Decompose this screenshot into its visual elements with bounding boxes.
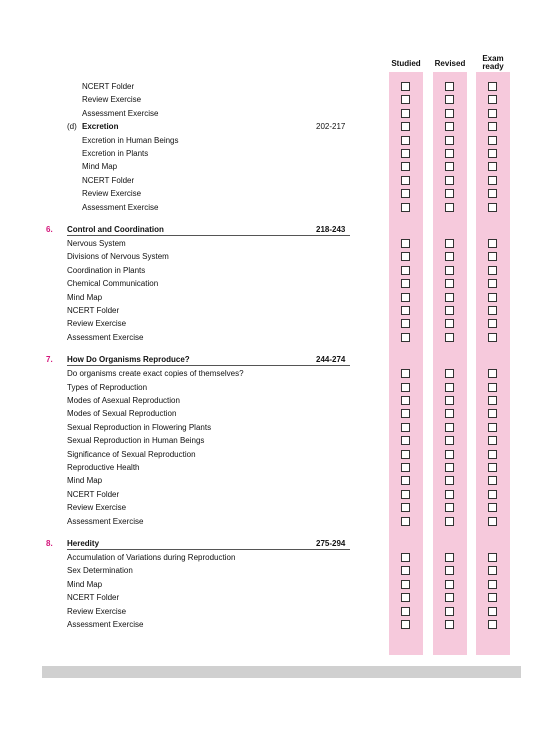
- page-range: 244-274: [316, 355, 346, 365]
- studied-checkbox[interactable]: [401, 383, 410, 392]
- page-range: 218-243: [316, 225, 346, 234]
- topic-label: NCERT Folder: [82, 82, 135, 91]
- studied-checkbox[interactable]: [401, 476, 410, 485]
- studied-checkbox[interactable]: [401, 607, 410, 616]
- studied-checkbox[interactable]: [401, 409, 410, 418]
- topic-row: [0, 331, 557, 344]
- topic-row: [0, 421, 557, 434]
- revised-checkbox[interactable]: [445, 436, 454, 445]
- topic-row: [0, 407, 557, 420]
- studied-checkbox[interactable]: [401, 109, 410, 118]
- studied-checkbox[interactable]: [401, 122, 410, 131]
- topic-row: [0, 515, 557, 528]
- topic-label: Accumulation of Variations during Reproduction: [67, 553, 236, 562]
- studied-checkbox[interactable]: [401, 293, 410, 302]
- topic-label: Significance of Sexual Reproduction: [67, 449, 196, 459]
- topic-row: [0, 93, 557, 106]
- exam-ready-checkbox[interactable]: [488, 580, 497, 589]
- studied-checkbox[interactable]: [401, 162, 410, 171]
- revised-checkbox[interactable]: [445, 503, 454, 512]
- topic-row: [0, 381, 557, 394]
- topic-label: Divisions of Nervous System: [67, 252, 169, 262]
- exam-ready-checkbox[interactable]: [488, 136, 497, 145]
- topic-label: NCERT Folder: [82, 175, 135, 185]
- topic-label: Do organisms create exact copies of themselves?: [67, 369, 244, 379]
- topic-label: Review Exercise: [67, 606, 127, 616]
- revised-checkbox[interactable]: [445, 409, 454, 418]
- studied-checkbox[interactable]: [401, 436, 410, 445]
- topic-row: [0, 237, 557, 250]
- revised-checkbox[interactable]: [445, 593, 454, 602]
- topic-label: Assessment Exercise: [67, 620, 144, 629]
- revised-checkbox[interactable]: [445, 517, 454, 526]
- topic-label: Review Exercise: [67, 503, 127, 513]
- studied-checkbox[interactable]: [401, 580, 410, 589]
- exam-ready-checkbox[interactable]: [488, 476, 497, 485]
- chapter-underline: [67, 235, 350, 236]
- studied-checkbox[interactable]: [401, 95, 410, 104]
- studied-checkbox[interactable]: [401, 319, 410, 328]
- topic-row: [0, 304, 557, 317]
- revised-checkbox[interactable]: [445, 279, 454, 288]
- revised-checkbox[interactable]: [445, 136, 454, 145]
- exam-ready-checkbox[interactable]: [488, 239, 497, 248]
- chapter-number: 8.: [46, 539, 53, 548]
- topic-label: NCERT Folder: [67, 593, 120, 603]
- studied-checkbox[interactable]: [401, 490, 410, 499]
- chapter-underline: [67, 549, 350, 550]
- topic-label: Mind Map: [67, 579, 103, 589]
- topic-row: [0, 434, 557, 447]
- studied-checkbox[interactable]: [401, 136, 410, 145]
- revised-checkbox[interactable]: [445, 607, 454, 616]
- page-range: 202-217: [316, 122, 346, 132]
- revised-checkbox[interactable]: [445, 463, 454, 472]
- topic-row: [0, 250, 557, 263]
- topic-row: [0, 367, 557, 380]
- topic-row: [0, 591, 557, 604]
- revised-checkbox[interactable]: [445, 306, 454, 315]
- exam-ready-checkbox[interactable]: [488, 383, 497, 392]
- studied-checkbox[interactable]: [401, 149, 410, 158]
- studied-checkbox[interactable]: [401, 306, 410, 315]
- topic-row: [0, 264, 557, 277]
- revised-checkbox[interactable]: [445, 476, 454, 485]
- exam-ready-checkbox[interactable]: [488, 463, 497, 472]
- exam-ready-checkbox[interactable]: [488, 122, 497, 131]
- studied-checkbox[interactable]: [401, 252, 410, 261]
- revised-header: Revised: [434, 59, 466, 68]
- topic-row: [0, 201, 557, 214]
- revised-checkbox[interactable]: [445, 369, 454, 378]
- revised-checkbox[interactable]: [445, 333, 454, 342]
- page-range: 275-294: [316, 539, 346, 548]
- studied-checkbox[interactable]: [401, 333, 410, 342]
- revised-checkbox[interactable]: [445, 266, 454, 275]
- exam-ready-checkbox[interactable]: [488, 149, 497, 158]
- topic-label: Types of Reproduction: [67, 382, 148, 392]
- section-number: (d): [67, 122, 77, 132]
- topic-row: [0, 488, 557, 501]
- revised-checkbox[interactable]: [445, 189, 454, 198]
- exam-ready-header-line2: ready: [482, 62, 504, 71]
- revised-checkbox[interactable]: [445, 122, 454, 131]
- studied-checkbox[interactable]: [401, 620, 410, 629]
- exam-ready-checkbox[interactable]: [488, 252, 497, 261]
- topic-row: [0, 317, 557, 330]
- studied-checkbox[interactable]: [401, 463, 410, 472]
- exam-ready-checkbox[interactable]: [488, 566, 497, 575]
- topic-label: Assessment Exercise: [67, 516, 144, 526]
- chapter-title: How Do Organisms Reproduce?: [67, 355, 190, 365]
- revised-checkbox[interactable]: [445, 82, 454, 91]
- revised-checkbox[interactable]: [445, 396, 454, 405]
- revised-checkbox[interactable]: [445, 553, 454, 562]
- revised-checkbox[interactable]: [445, 203, 454, 212]
- studied-checkbox[interactable]: [401, 396, 410, 405]
- studied-checkbox[interactable]: [401, 176, 410, 185]
- topic-row: [0, 80, 557, 93]
- topic-row: [0, 107, 557, 120]
- studied-checkbox[interactable]: [401, 279, 410, 288]
- topic-label: Mind Map: [67, 476, 103, 486]
- studied-checkbox[interactable]: [401, 566, 410, 575]
- exam-ready-checkbox[interactable]: [488, 82, 497, 91]
- topic-label: Nervous System: [67, 239, 126, 248]
- topic-label: Excretion in Plants: [82, 149, 149, 158]
- exam-ready-checkbox[interactable]: [488, 203, 497, 212]
- revised-checkbox[interactable]: [445, 566, 454, 575]
- topic-row: [0, 394, 557, 407]
- studied-checkbox[interactable]: [401, 593, 410, 602]
- topic-row: [0, 174, 557, 187]
- revised-checkbox[interactable]: [445, 252, 454, 261]
- topic-row: [0, 474, 557, 487]
- topic-row: [0, 147, 557, 160]
- topic-row: [0, 134, 557, 147]
- topic-label: Sexual Reproduction in Flowering Plants: [67, 422, 212, 432]
- revised-checkbox[interactable]: [445, 319, 454, 328]
- topic-label: Assessment Exercise: [82, 202, 159, 212]
- revised-checkbox[interactable]: [445, 620, 454, 629]
- chapter-row: [0, 537, 557, 550]
- revised-checkbox[interactable]: [445, 490, 454, 499]
- topic-row: [0, 448, 557, 461]
- revised-checkbox[interactable]: [445, 423, 454, 432]
- topic-label: Coordination in Plants: [67, 265, 146, 275]
- topic-label: Chemical Communication: [67, 279, 159, 289]
- topic-row: [0, 160, 557, 173]
- exam-ready-checkbox[interactable]: [488, 306, 497, 315]
- revised-checkbox[interactable]: [445, 162, 454, 171]
- exam-ready-checkbox[interactable]: [488, 189, 497, 198]
- studied-checkbox[interactable]: [401, 369, 410, 378]
- studied-checkbox[interactable]: [401, 239, 410, 248]
- topic-label: Assessment Exercise: [82, 108, 159, 118]
- revised-checkbox[interactable]: [445, 95, 454, 104]
- exam-ready-checkbox[interactable]: [488, 266, 497, 275]
- exam-ready-checkbox[interactable]: [488, 450, 497, 459]
- exam-ready-header-line1: Exam: [482, 54, 504, 63]
- exam-ready-checkbox[interactable]: [488, 503, 497, 512]
- chapter-number: 7.: [46, 355, 53, 365]
- topic-row: [0, 461, 557, 474]
- topic-row: [0, 578, 557, 591]
- studied-checkbox[interactable]: [401, 82, 410, 91]
- exam-ready-checkbox[interactable]: [488, 593, 497, 602]
- topic-label: Reproductive Health: [67, 463, 140, 472]
- exam-ready-checkbox[interactable]: [488, 333, 497, 342]
- studied-checkbox[interactable]: [401, 517, 410, 526]
- topic-label: Sex Determination: [67, 566, 133, 576]
- exam-ready-checkbox[interactable]: [488, 607, 497, 616]
- revised-checkbox[interactable]: [445, 293, 454, 302]
- page-footer-bar: [42, 666, 521, 678]
- topic-label: Review Exercise: [67, 319, 127, 329]
- chapter-title: Heredity: [67, 539, 100, 548]
- topic-label: Mind Map: [82, 162, 118, 172]
- chapter-number: 6.: [46, 225, 53, 234]
- topic-row: [0, 605, 557, 618]
- topic-label: Review Exercise: [82, 189, 142, 199]
- exam-ready-checkbox[interactable]: [488, 162, 497, 171]
- studied-header: Studied: [391, 59, 421, 68]
- revised-checkbox[interactable]: [445, 109, 454, 118]
- exam-ready-header: [473, 55, 513, 71]
- topic-label: Modes of Sexual Reproduction: [67, 409, 177, 419]
- topic-row: [0, 564, 557, 577]
- exam-ready-checkbox[interactable]: [488, 409, 497, 418]
- revised-checkbox[interactable]: [445, 239, 454, 248]
- revised-checkbox[interactable]: [445, 580, 454, 589]
- studied-checkbox[interactable]: [401, 503, 410, 512]
- exam-ready-checkbox[interactable]: [488, 423, 497, 432]
- exam-ready-checkbox[interactable]: [488, 517, 497, 526]
- topic-label: NCERT Folder: [67, 489, 120, 499]
- exam-ready-checkbox[interactable]: [488, 279, 497, 288]
- studied-checkbox[interactable]: [401, 189, 410, 198]
- topic-row: [0, 277, 557, 290]
- studied-checkbox[interactable]: [401, 450, 410, 459]
- studied-checkbox[interactable]: [401, 423, 410, 432]
- exam-ready-checkbox[interactable]: [488, 109, 497, 118]
- revised-checkbox[interactable]: [445, 149, 454, 158]
- exam-ready-checkbox[interactable]: [488, 176, 497, 185]
- exam-ready-checkbox[interactable]: [488, 95, 497, 104]
- exam-ready-checkbox[interactable]: [488, 293, 497, 302]
- topic-label: Excretion in Human Beings: [82, 135, 179, 145]
- topic-row: [0, 291, 557, 304]
- studied-checkbox[interactable]: [401, 266, 410, 275]
- topic-row: [0, 618, 557, 631]
- topic-label: Review Exercise: [82, 95, 142, 105]
- topic-label: NCERT Folder: [67, 306, 120, 315]
- topic-row: [0, 551, 557, 564]
- revised-checkbox[interactable]: [445, 450, 454, 459]
- studied-checkbox[interactable]: [401, 553, 410, 562]
- exam-ready-checkbox[interactable]: [488, 369, 497, 378]
- exam-ready-checkbox[interactable]: [488, 490, 497, 499]
- topic-label: Sexual Reproduction in Human Beings: [67, 436, 205, 446]
- exam-ready-checkbox[interactable]: [488, 396, 497, 405]
- revised-checkbox[interactable]: [445, 383, 454, 392]
- chapter-title: Control and Coordination: [67, 225, 164, 234]
- topic-row: [0, 187, 557, 200]
- section-row: [0, 120, 557, 133]
- topic-label: Mind Map: [67, 292, 103, 302]
- exam-ready-checkbox[interactable]: [488, 319, 497, 328]
- studied-checkbox[interactable]: [401, 203, 410, 212]
- chapter-underline: [67, 365, 350, 366]
- topic-row: [0, 501, 557, 514]
- revised-checkbox[interactable]: [445, 176, 454, 185]
- chapter-row: [0, 223, 557, 236]
- chapter-row: [0, 353, 557, 366]
- topic-label: Assessment Exercise: [67, 332, 144, 342]
- exam-ready-checkbox[interactable]: [488, 620, 497, 629]
- exam-ready-checkbox[interactable]: [488, 553, 497, 562]
- exam-ready-checkbox[interactable]: [488, 436, 497, 445]
- topic-label: Modes of Asexual Reproduction: [67, 396, 180, 405]
- section-title: Excretion: [82, 122, 119, 132]
